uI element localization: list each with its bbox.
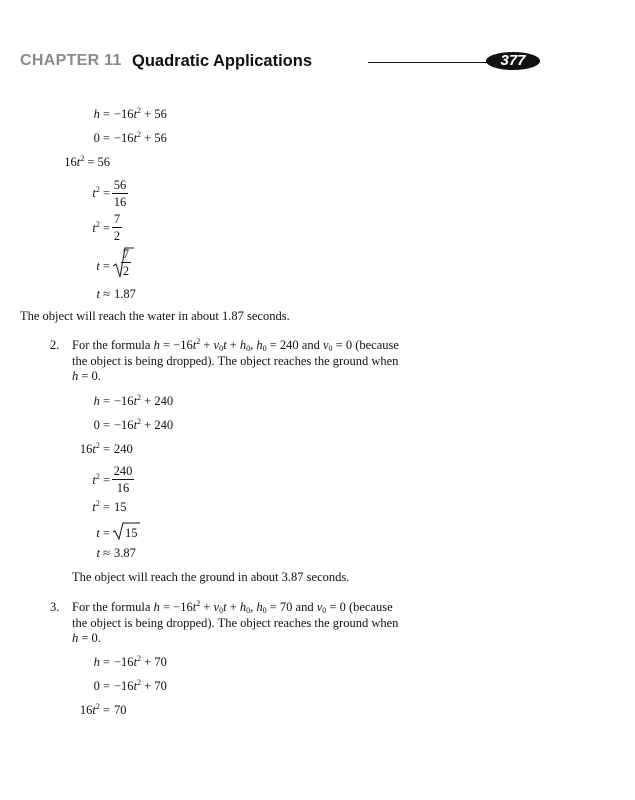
equation-rhs: 15 — [114, 500, 127, 514]
equation-lhs: 0 = — [93, 418, 110, 432]
equation-lhs: $t^2$ = — [92, 185, 110, 200]
equation-lhs: 0 = — [93, 679, 110, 693]
fraction: 56 16 — [113, 178, 127, 209]
equation-lhs: $16t^2$ = — [79, 441, 110, 456]
fraction: 240 16 — [113, 464, 133, 495]
equation-lhs: h = — [93, 394, 110, 408]
equation-lhs: $16t^2 = 56$ — [64, 154, 110, 169]
equation-lhs: t ≈ — [96, 546, 110, 560]
equation-rhs: $-16t^2 + 240$ — [114, 417, 174, 432]
equation-lhs: $16t^2$ = — [79, 702, 110, 717]
equation-rhs: $-16t^2 + 240$ — [114, 393, 174, 408]
equation-lhs: $t^2$ = — [92, 220, 110, 235]
result-value: 1.87 — [114, 287, 136, 301]
item-text-line: For the formula $h = -16t^2 + v_0t + h_0$, $h_0 = 240$ and $v_0 = 0$ (because — [72, 337, 399, 353]
equation-lhs: t = — [96, 259, 110, 273]
equation-lhs: h = — [93, 107, 110, 121]
equation-rhs: $-16t^2 + 70$ — [114, 654, 167, 669]
equation-lhs: $t^2$ = — [92, 499, 110, 514]
conclusion-sentence: The object will reach the ground in about 3.87 seconds. — [72, 570, 350, 584]
equation-lhs: h = — [93, 655, 110, 669]
running-header — [20, 50, 525, 76]
item-text-line: For the formula $h = -16t^2 + v_0t + h_0$, $h_0 = 70$ and $v_0 = 0$ (because — [72, 599, 393, 615]
equation-rhs: $-16t^2 + 56$ — [114, 130, 167, 145]
page-number: 377 — [486, 52, 540, 70]
equation-rhs: $-16t^2 + 56$ — [114, 106, 167, 121]
chapter-title: Quadratic Applications — [132, 52, 313, 70]
equation-lhs: t ≈ — [96, 287, 110, 301]
equation-rhs: $-16t^2 + 70$ — [114, 678, 167, 693]
equation-rhs: 15 — [125, 526, 138, 540]
item-text-line: h = 0. — [72, 631, 101, 645]
item-number: 2. — [50, 338, 60, 352]
equation-rhs: 70 — [114, 703, 127, 717]
header-rule — [368, 62, 492, 63]
equation-rhs: 240 — [114, 442, 133, 456]
item-text-line: h = 0. — [72, 369, 101, 383]
result-value: 3.87 — [114, 546, 136, 560]
conclusion-sentence: The object will reach the water in about 1.87 seconds. — [20, 309, 290, 323]
equation-lhs: 0 = — [93, 131, 110, 145]
fraction: 7 2 — [113, 212, 121, 243]
equation-lhs: $t^2$ = — [92, 472, 110, 487]
fraction: 7 2 — [122, 247, 130, 278]
item-number: 3. — [50, 600, 60, 614]
chapter-label: CHAPTER 11 — [20, 52, 122, 69]
equation-lhs: t = — [96, 526, 110, 540]
item-text-line: the object is being dropped). The object reaches the ground when — [72, 354, 399, 368]
item-text-line: the object is being dropped). The object reaches the ground when — [72, 616, 399, 630]
